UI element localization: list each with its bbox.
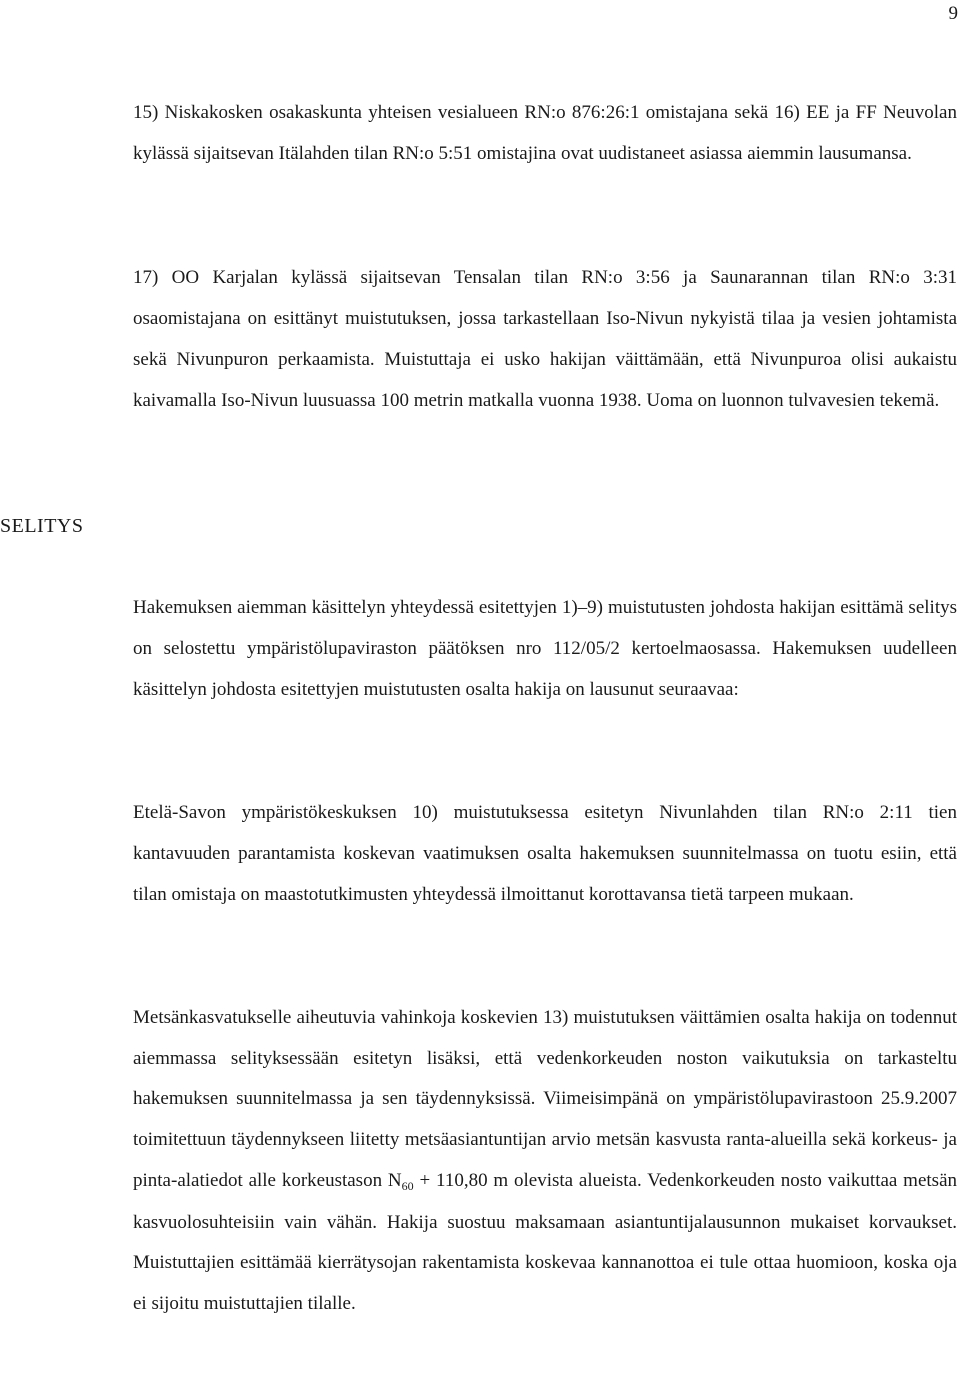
section-heading-selitys: SELITYS (0, 515, 84, 537)
paragraph-etela-savo: Etelä-Savon ympäristökeskuksen 10) muistutuksessa esitetyn Nivunlahden tilan RN:o 2:11 tien kantavuuden parantamista koskevan vaatimuksen osalta hakemuksen suunnitelmassa on tuotu esiin, että tilan omistaja on maastotutkimusten yhteydessä ilmoittanut korottavansa tietä tarpeen mukaan. (133, 802, 957, 905)
paragraph-15-16: 15) Niskakosken osakaskunta yhteisen vesialueen RN:o 876:26:1 omistajana sekä 16) EE ja FF Neuvolan kylässä sijaitsevan Itälahden tilan RN:o 5:51 omistajina ovat uudistaneet asiassa aiemmin lausumansa. (133, 102, 957, 164)
subscript-60: 60 (401, 1178, 414, 1193)
paragraph-metsankasvatus-part-a: Metsänkasvatukselle aiheutuvia vahinkoja koskevien 13) muistutuksen väittämien osalta hakija on todennut aiemmassa selityksessään esitetyn lisäksi, että vedenkorkeuden noston vaikutuksia on tarkasteltu hakemuksen suunnitelmassa ja sen täydennyksissä. Viimeisimpänä on ympäristölupavirastoon 25.9.2007 toimitettuun täydennykseen liitetty metsäasiantuntijan arvio metsän kasvusta ranta-alueilla sekä korkeus- ja pinta-alatiedot alle korkeustason N (133, 1007, 957, 1191)
page-number: 9 (948, 3, 958, 24)
paragraph-selitys-intro: Hakemuksen aiemman käsittelyn yhteydessä esitettyjen 1)–9) muistutusten johdosta hakijan esittämä selitys on selostettu ympäristölupaviraston päätöksen nro 112/05/2 kertoelmaosassa. Hakemuksen uudelleen käsittelyn johdosta esitettyjen muistutusten osalta hakija on lausunut seuraavaa: (133, 597, 957, 700)
paragraph-metsankasvatus (133, 998, 957, 1325)
paragraph-17: 17) OO Karjalan kylässä sijaitsevan Tensalan tilan RN:o 3:56 ja Saunarannan tilan RN:o 3:31 osaomistajana on esittänyt muistutuksen, jossa tarkastellaan Iso-Nivun nykyistä tilaa ja vesien johtamista sekä Nivunpuron perkaamista. Muistuttaja ei usko hakijan väittämään, että Nivunpuroa olisi aukaistu kaivamalla Iso-Nivun luusuassa 100 metrin matkalla vuonna 1938. Uoma on luonnon tulvavesien tekemä. (133, 267, 957, 411)
paragraph-metsankasvatus-part-b: + 110,80 m olevista alueista. Vedenkorkeuden nosto vaikuttaa metsän kasvuolosuhteisiin vain vähän. Hakija suostuu maksamaan asiantuntijalausunnon mukaiset korvaukset. Muistuttajien esittämää kierrätysojan rakentamista koskevaa kannanottoa ei tule ottaa huomioon, koska oja ei sijoitu muistuttajien tilalle. (133, 1169, 958, 1314)
